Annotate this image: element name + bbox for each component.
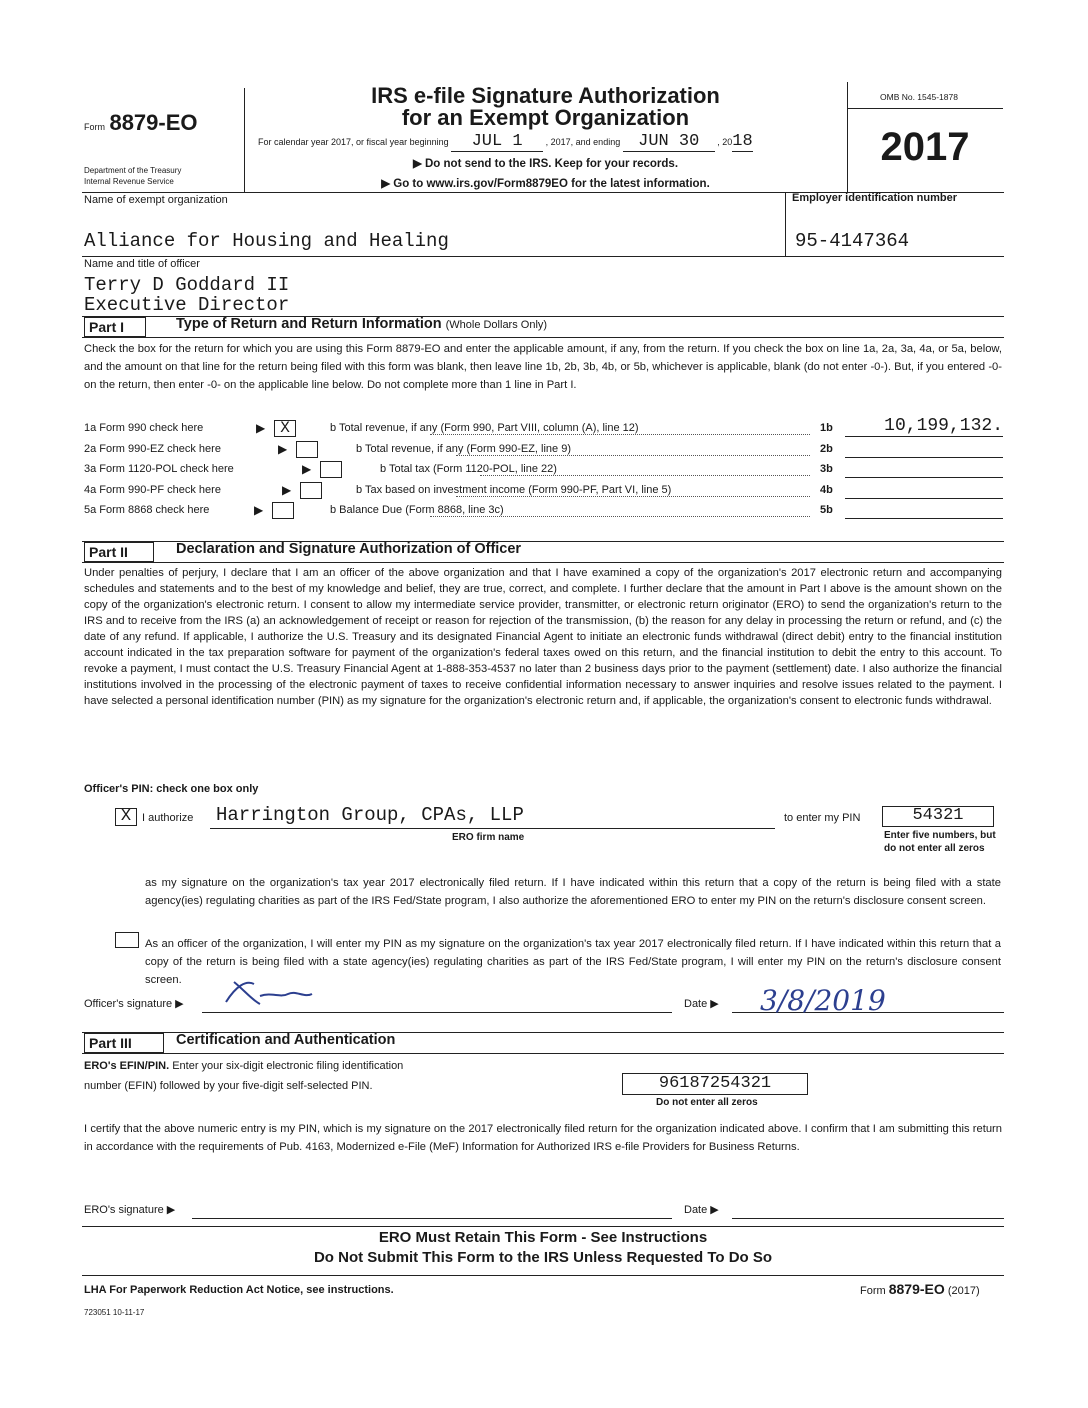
leader-dots bbox=[456, 496, 810, 497]
form-ref-year: (2017) bbox=[944, 1285, 980, 1297]
form-ref-prefix: Form bbox=[860, 1285, 889, 1297]
leader-dots bbox=[480, 475, 810, 476]
org-name-label: Name of exempt organization bbox=[84, 194, 228, 206]
officer-pin-field[interactable]: 54321 bbox=[882, 806, 994, 827]
divider bbox=[785, 192, 786, 256]
ero-signature-label: ERO's signature ▶ bbox=[84, 1204, 176, 1216]
ero-date-field[interactable] bbox=[732, 1196, 1004, 1219]
instruction-keep: ▶ Do not send to the IRS. Keep for your records. bbox=[412, 158, 679, 170]
leader-dots bbox=[430, 434, 810, 435]
divider bbox=[82, 1053, 1004, 1054]
self-enter-checkbox[interactable] bbox=[115, 932, 139, 948]
form-code: 723051 10-11-17 bbox=[84, 1308, 145, 1317]
mid-text: , 2017, and ending bbox=[545, 137, 621, 147]
divider bbox=[82, 562, 1004, 563]
divider bbox=[82, 256, 1004, 257]
form-number bbox=[84, 110, 198, 136]
form-type-checkbox[interactable] bbox=[300, 482, 322, 499]
lha-notice: LHA For Paperwork Reduction Act Notice, see instructions. bbox=[84, 1284, 394, 1296]
officer-title: Executive Director bbox=[84, 294, 290, 316]
arrow-icon: ▶ bbox=[282, 482, 292, 497]
arrow-icon: ▶ bbox=[254, 503, 264, 518]
omb-number: OMB No. 1545-1878 bbox=[880, 92, 958, 102]
authorize-checkbox[interactable]: X bbox=[115, 808, 137, 826]
org-name-value: Alliance for Housing and Healing bbox=[84, 230, 449, 252]
pin-note1: Enter five numbers, but bbox=[884, 830, 996, 841]
title-line1: IRS e-file Signature Authorization bbox=[371, 83, 720, 108]
signature-scribble bbox=[216, 976, 336, 1006]
ero-firm-field[interactable] bbox=[210, 804, 775, 829]
efin-note: Do not enter all zeros bbox=[656, 1097, 758, 1108]
arrow-icon: ▶ bbox=[256, 421, 266, 435]
form-ref-number: 8879-EO bbox=[888, 1281, 945, 1297]
leader-dots bbox=[430, 516, 810, 517]
part1-line-a: 5a Form 8868 check here bbox=[84, 504, 210, 517]
divider bbox=[82, 1226, 1004, 1227]
certify-text: I certify that the above numeric entry is my PIN, which is my signature on the 2017 electronically filed return for the organization indicated above. I confirm that I am submitting this return in accordance with the requirements of Pub. 4163, Modernized e-File (MeF) Information for Authorized IRS e-file Providers for Business Returns. bbox=[84, 1123, 1002, 1153]
ero-firm-label: ERO firm name bbox=[452, 832, 525, 843]
pin-note2: do not enter all zeros bbox=[884, 843, 985, 854]
officer-date-value: 3/8/2019 bbox=[760, 984, 886, 1017]
authorize-paragraph: as my signature on the organization's tax year 2017 electronically filed return. If I have indicated within this return that a copy of the return is being filed with a state agency(ies) regulating charities as part of the IRS Fed/State program, I also authorize the aforementioned ERO to enter my PIN on the return's disclosure consent screen. bbox=[145, 877, 1001, 907]
irs-label: Internal Revenue Service bbox=[84, 177, 174, 186]
divider bbox=[847, 108, 1003, 109]
form-title bbox=[244, 85, 847, 129]
line-number: 2b bbox=[820, 442, 833, 455]
part2-title: Declaration and Signature Authorization of Officer bbox=[176, 541, 522, 557]
retain-notice: ERO Must Retain This Form - See Instructions bbox=[378, 1229, 708, 1246]
part1-line-b: b Total revenue, if any (Form 990-EZ, line 9) bbox=[356, 443, 575, 455]
divider bbox=[82, 337, 1004, 338]
form-number-value: 8879-EO bbox=[109, 110, 198, 135]
officer-name: Terry D Goddard II bbox=[84, 274, 290, 296]
leader-dots bbox=[456, 455, 810, 456]
part1-line-a: 2a Form 990-EZ check here bbox=[84, 442, 221, 455]
declaration-text: Under penalties of perjury, I declare that I am an officer of the above organization and that I have examined a copy of the organization's 2017 electronic return and accompanying schedules and statements and to the best of my knowledge and belief, they are true, correct, and complete. I further declare that the amount in Part I above is the amount shown on the copy of the organization's electronic return. I consent to allow my intermediate service provider, transmitter, or electronic return originator (ERO) to send the organization's return to the IRS and to receive from the IRS (a) an acknowledgement of receipt or reason for rejection of the transmission, (b) the reason for any delay in processing the return or refund, and (c) the date of any refund. If applicable, I authorize the U.S. Treasury and its designated Financial Agent to initiate an electronic funds withdrawal (direct debit) entry to the financial institution account indicated in the tax preparation software for payment of the organization's federal taxes owed on this return, and the financial institution to debit the entry to this account. To revoke a payment, I must contact the U.S. Treasury Financial Agent at 1-888-353-4537 no later than 2 business days prior to the payment (settlement) date. I also authorize the financial institutions involved in the processing of the electronic payment of taxes to receive confidential information necessary to answer inquiries and resolve issues related to the payment. I have selected a personal identification number (PIN) as my signature for the organization's electronic return and, if applicable, the organization's consent to electronic funds withdrawal. bbox=[84, 567, 1002, 707]
form-reference bbox=[860, 1281, 980, 1297]
arrow-icon: ▶ bbox=[302, 462, 312, 477]
begin-date: JUL 1 bbox=[451, 132, 543, 152]
form-prefix: Form bbox=[84, 122, 105, 132]
line-number: 5b bbox=[820, 504, 833, 517]
line-number: 4b bbox=[820, 483, 833, 496]
part1-tag: Part I bbox=[84, 317, 146, 337]
end-date: JUN 30 bbox=[623, 132, 715, 152]
part1-line-b: b Total tax (Form 1120-POL, line 22) bbox=[380, 463, 561, 475]
part1-title bbox=[176, 316, 547, 332]
officer-signature-field[interactable] bbox=[202, 990, 672, 1013]
officer-label: Name and title of officer bbox=[84, 258, 200, 270]
line-number: 1b bbox=[820, 422, 833, 434]
divider bbox=[82, 1275, 1004, 1276]
line-number: 3b bbox=[820, 463, 833, 476]
ein-label: Employer identification number bbox=[792, 192, 958, 204]
amount-field[interactable] bbox=[845, 478, 1003, 499]
year-suffix: 18 bbox=[732, 132, 753, 151]
part3-tag: Part III bbox=[84, 1033, 164, 1053]
department: Department of the Treasury bbox=[84, 166, 182, 175]
efin-instruction2: number (EFIN) followed by your five-digit self-selected PIN. bbox=[84, 1080, 373, 1092]
ero-signature-field[interactable] bbox=[192, 1196, 672, 1219]
part1-line-b: b Total revenue, if any (Form 990, Part VIII, column (A), line 12) bbox=[330, 422, 643, 434]
to-enter-pin-text: to enter my PIN bbox=[784, 812, 861, 824]
self-enter-paragraph: As an officer of the organization, I will enter my PIN as my signature on the organization's tax year 2017 electronically filed return. If I have indicated within this return that a copy of the return is being filed with a state agency(ies) regulating charities as part of the IRS Fed/State program, I will enter my PIN on the return's disclosure consent screen. bbox=[145, 938, 1001, 986]
instruction-website: ▶ Go to www.irs.gov/Form8879EO for the latest information. bbox=[381, 178, 710, 190]
arrow-icon: ▶ bbox=[278, 441, 288, 456]
part1-line-b: b Tax based on investment income (Form 990-PF, Part VI, line 5) bbox=[356, 484, 675, 496]
submit-notice: Do Not Submit This Form to the IRS Unless Requested To Do So bbox=[313, 1249, 773, 1266]
amount-field[interactable] bbox=[845, 498, 1003, 519]
part1-title-text: Type of Return and Return Information bbox=[176, 316, 442, 332]
fiscal-year-line bbox=[258, 132, 753, 152]
form-type-checkbox[interactable] bbox=[272, 502, 294, 519]
pin-heading: Officer's PIN: check one box only bbox=[84, 783, 259, 795]
part1-instructions: Check the box for the return for which you are using this Form 8879-EO and enter the applicable amount, if any, from the return. If you check the box on line 1a, 2a, 3a, 4a, or 5a, below, and the amount on that line for the return being filed with this form was blank, then leave line 1b, 2b, 3b, 4b, or 5b, whichever is applicable, blank (do not enter -0-). But, if you entered -0- on the return, then enter -0- on the applicable line below. Do not complete more than 1 line in Part I. bbox=[84, 343, 1002, 391]
part1-line-a: 3a Form 1120-POL check here bbox=[84, 463, 234, 476]
part1-title-note: (Whole Dollars Only) bbox=[445, 319, 548, 331]
part1-line-a: 4a Form 990-PF check here bbox=[84, 483, 221, 496]
ero-date-label: Date ▶ bbox=[684, 1204, 719, 1216]
calendar-text: For calendar year 2017, or fiscal year beginning bbox=[258, 137, 449, 147]
efin-instruction-text: Enter your six-digit electronic filing identification bbox=[169, 1060, 404, 1072]
date-label: Date ▶ bbox=[684, 998, 719, 1010]
form-type-checkbox[interactable] bbox=[296, 441, 318, 458]
form-type-checkbox[interactable]: X bbox=[274, 420, 296, 437]
part1-line-b: b Balance Due (Form 8868, line 3c) bbox=[330, 504, 508, 516]
efin-instruction bbox=[84, 1060, 403, 1072]
efin-pin-field[interactable]: 96187254321 bbox=[622, 1073, 808, 1095]
amount-field[interactable] bbox=[845, 437, 1003, 458]
ein-value: 95-4147364 bbox=[795, 230, 910, 252]
officer-signature-label: Officer's signature ▶ bbox=[84, 998, 184, 1010]
ero-firm-value: Harrington Group, CPAs, LLP bbox=[216, 804, 524, 826]
officer-date-field[interactable] bbox=[732, 984, 1004, 1017]
amount-field[interactable] bbox=[845, 457, 1003, 478]
efin-instruction-bold: ERO's EFIN/PIN. bbox=[84, 1060, 170, 1072]
authorize-text: I authorize bbox=[142, 812, 194, 824]
part2-tag: Part II bbox=[84, 542, 154, 562]
part3-title: Certification and Authentication bbox=[176, 1032, 396, 1048]
form-type-checkbox[interactable] bbox=[320, 461, 342, 478]
amount-field[interactable]: 10,199,132. bbox=[845, 416, 1003, 437]
title-line2: for an Exempt Organization bbox=[401, 105, 690, 130]
part1-line-a: 1a Form 990 check here bbox=[84, 422, 204, 434]
tax-year: 2017 bbox=[880, 125, 970, 169]
year-prefix: , 20 bbox=[717, 137, 733, 147]
